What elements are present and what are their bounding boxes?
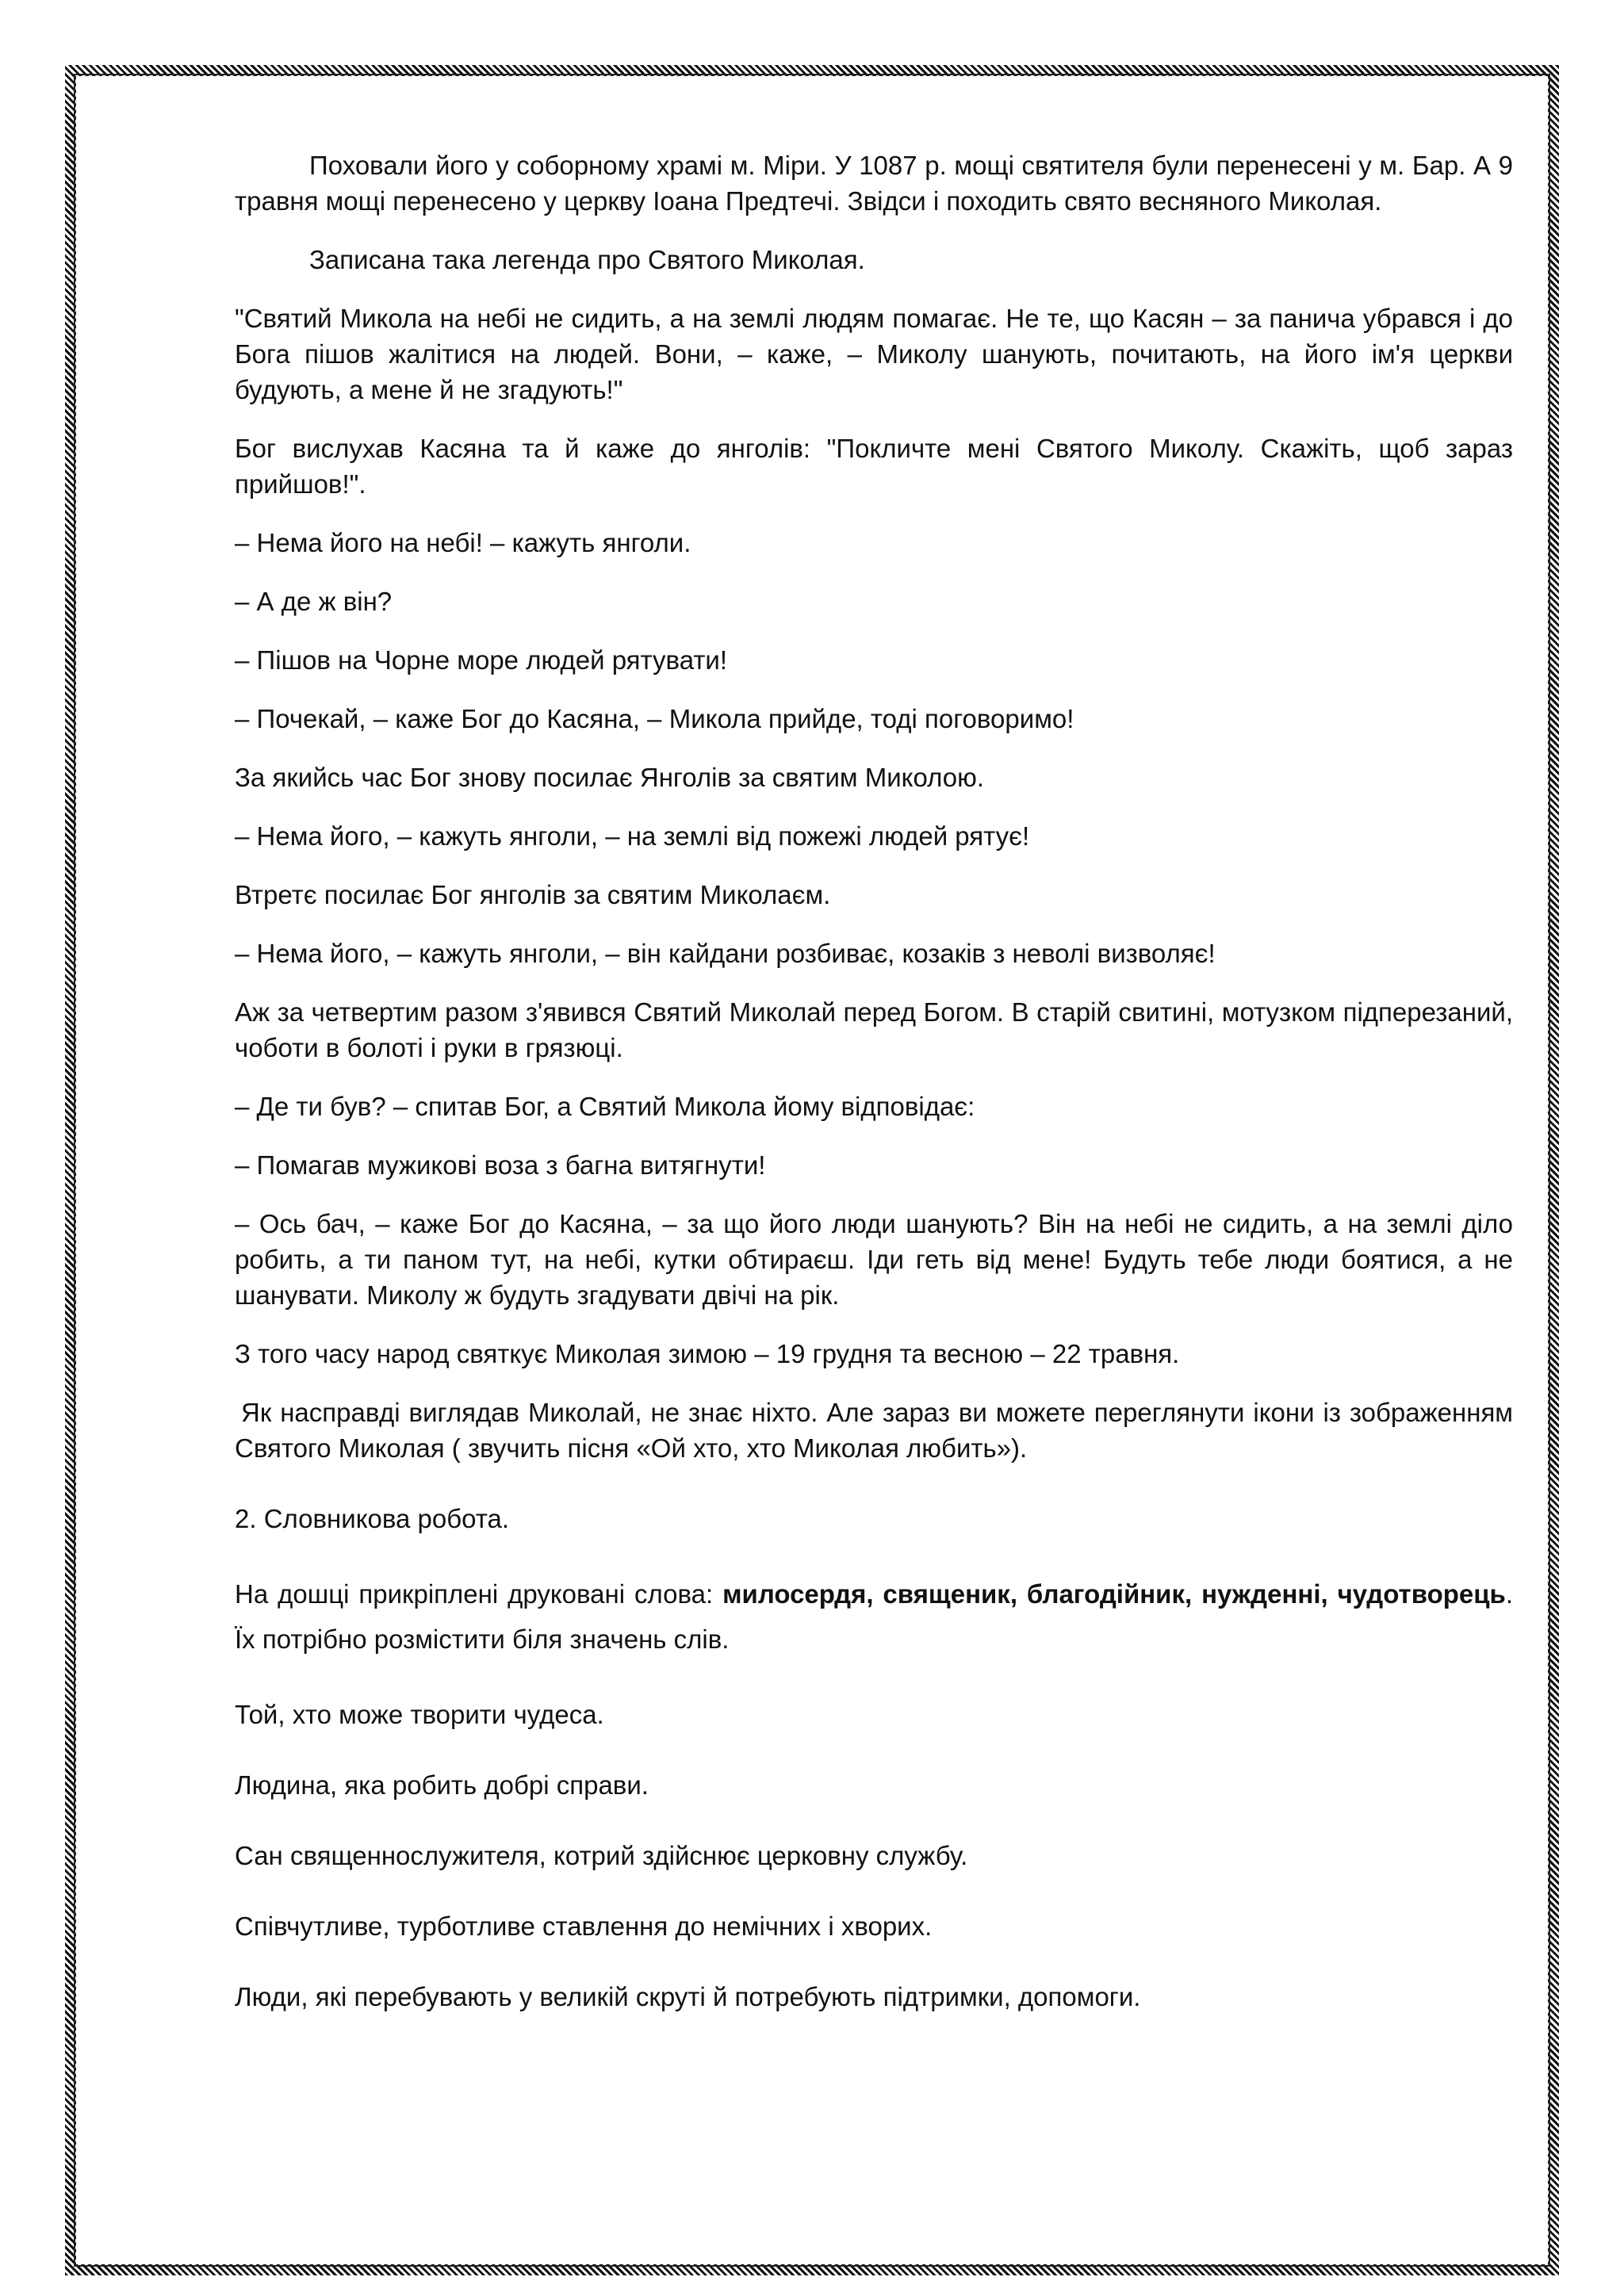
dialogue-line: – Нема його, – кажуть янголи, – він кайдани розбиває, козаків з неволі визволяє! xyxy=(235,939,1216,968)
narration-line: За якийсь час Бог знову посилає Янголів за святим Миколою. xyxy=(235,763,984,792)
paragraph-legend-quote: "Святий Микола на небі не сидить, а на землі людям помагає. Не те, що Касян – за панича убрався і до Бога пішов жалітися на людей. Вони, – каже, – Миколу шанують, почитають, на його ім'я церкви будують, а мене й не згадують!" xyxy=(235,304,1513,404)
paragraph-nicholas-appears: Аж за четвертим разом з'явився Святий Миколай перед Богом. В старій свитині, мотузком підперезаний, чоботи в болоті і руки в грязюці. xyxy=(235,997,1513,1062)
task-lead: На дошці прикріплені друковані слова: xyxy=(235,1579,723,1609)
paragraph-icons: Як насправді виглядав Миколай, не знає ніхто. Але зараз ви можете переглянути ікони із зображенням Святого Миколая ( звучить пісня «Ой хто, хто Миколая любить»). xyxy=(235,1398,1513,1463)
dialogue-line: – Нема його на небі! – кажуть янголи. xyxy=(235,528,691,557)
vocabulary-task xyxy=(235,1571,1513,1662)
dialogue-line: – Де ти був? – спитав Бог, а Святий Микола йому відповідає: xyxy=(235,1092,975,1121)
definition-item: Сан священнослужителя, котрий здійснює церковну службу. xyxy=(235,1841,968,1870)
section-heading-vocabulary: 2. Словникова робота. xyxy=(235,1504,510,1533)
task-bold-words: милосердя, священик, благодійник, нужденні, чудотворець xyxy=(722,1579,1506,1609)
definition-item: Люди, які перебувають у великій скруті й потребують підтримки, допомоги. xyxy=(235,1982,1141,2011)
narration-line: Втретє посилає Бог янголів за святим Миколаєм. xyxy=(235,880,831,909)
dialogue-line: – Пішов на Чорне море людей рятувати! xyxy=(235,645,728,675)
paragraph-feast-dates: З того часу народ святкує Миколая зимою – 19 грудня та весною – 22 травня. xyxy=(235,1339,1180,1368)
task-tail: . Їх потрібно розмістити біля значень слів. xyxy=(235,1579,1513,1654)
definition-item: Співчутливе, турботливе ставлення до немічних і хворих. xyxy=(235,1911,933,1941)
definition-item: Людина, яка робить добрі справи. xyxy=(235,1770,649,1800)
dialogue-line: – А де ж він? xyxy=(235,587,393,616)
document-body xyxy=(235,147,1513,2049)
paragraph-god-verdict: – Ось бач, – каже Бог до Касяна, – за що його люди шанують? Він на небі не сидить, а на землі діло робить, а ти паном тут, на небі, кутки обтираєш. Іди геть від мене! Будуть тебе люди боятися, а не шанувати. Миколу ж будуть згадувати двічі на рік. xyxy=(235,1209,1513,1310)
dialogue-line: – Нема його, – кажуть янголи, – на землі від пожежі людей рятує! xyxy=(235,821,1030,851)
paragraph-legend-intro: Записана така легенда про Святого Миколая. xyxy=(309,245,865,274)
paragraph-burial: Поховали його у соборному храмі м. Міри. У 1087 р. мощі святителя були перенесені у м. Бар. А 9 травня мощі перенесено у церкву Іоана Предтечі. Звідси і походить свято весняного Миколая. xyxy=(235,151,1513,216)
definition-item: Той, хто може творити чудеса. xyxy=(235,1700,604,1729)
dialogue-line: – Почекай, – каже Бог до Касяна, – Микола прийде, тоді поговоримо! xyxy=(235,704,1074,733)
paragraph-god-listened: Бог вислухав Касяна та й каже до янголів: "Покличте мені Святого Миколу. Скажіть, щоб зараз прийшов!". xyxy=(235,434,1513,499)
dialogue-line: – Помагав мужикові воза з багна витягнути! xyxy=(235,1150,766,1180)
